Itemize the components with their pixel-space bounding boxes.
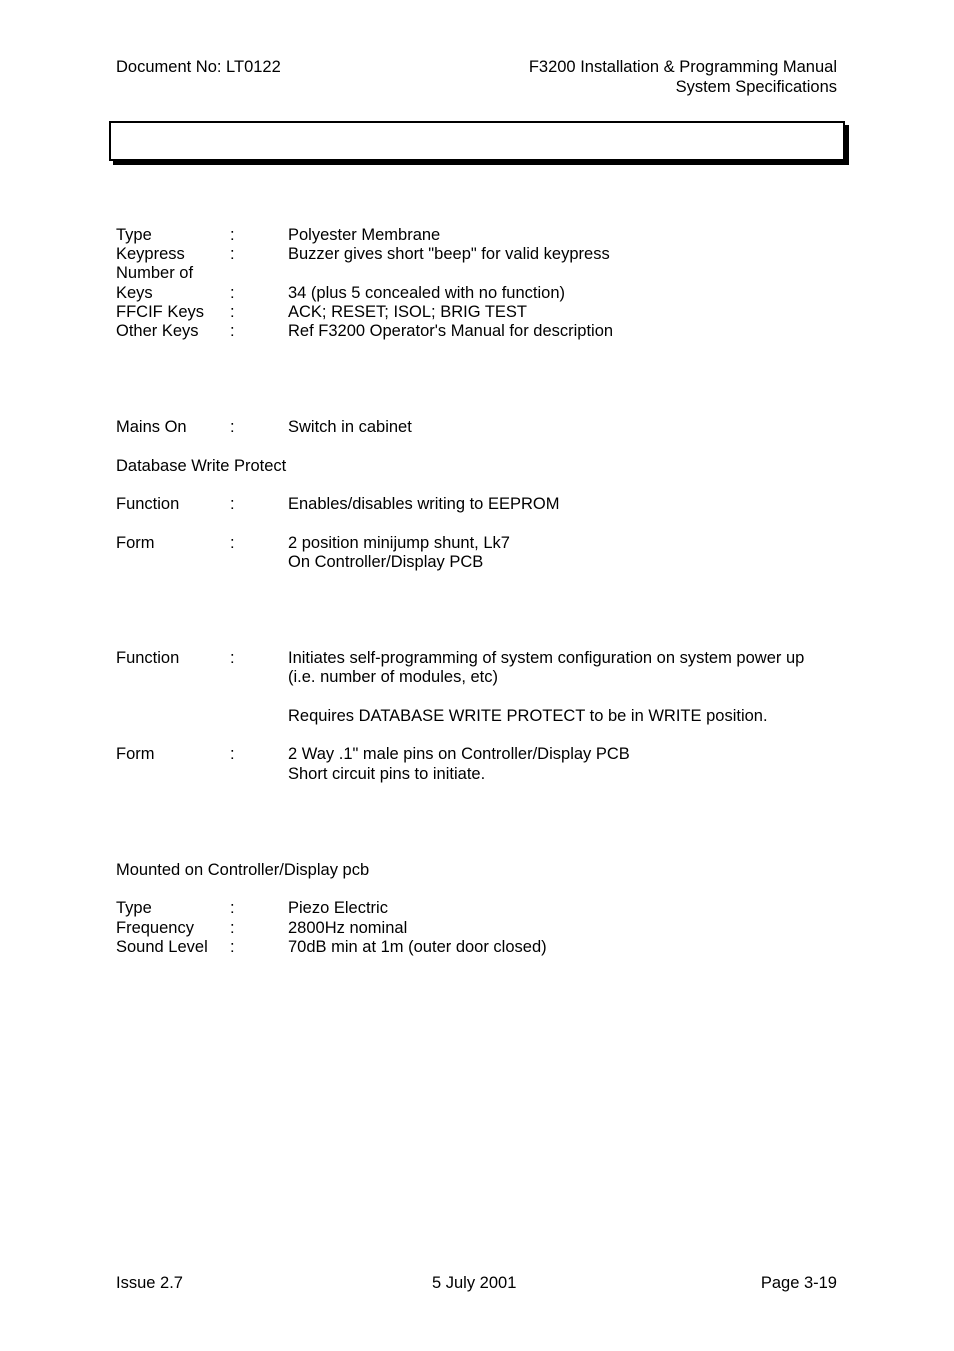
spec-colon: : bbox=[230, 919, 235, 937]
spec-colon: : bbox=[230, 938, 235, 956]
spec-label: Function bbox=[116, 649, 180, 667]
manual-title: F3200 Installation & Programming Manual bbox=[528, 58, 837, 76]
spec-value: ACK; RESET; ISOL; BRIG TEST bbox=[288, 303, 528, 321]
spec-label: Function bbox=[116, 495, 180, 513]
spec-colon: : bbox=[230, 495, 235, 513]
spec-value: On Controller/Display PCB bbox=[288, 553, 484, 571]
spec-colon: : bbox=[230, 649, 235, 667]
section-title: System Specifications bbox=[675, 78, 837, 96]
spec-label: Keys bbox=[116, 284, 153, 302]
spec-label: Form bbox=[116, 534, 155, 552]
spec-value: Ref F3200 Operator's Manual for description bbox=[288, 322, 614, 340]
page-number: Page 3-19 bbox=[760, 1274, 837, 1292]
spec-colon: : bbox=[230, 245, 235, 263]
spec-value: 2800Hz nominal bbox=[288, 919, 408, 937]
spec-colon: : bbox=[230, 284, 235, 302]
spec-value: Enables/disables writing to EEPROM bbox=[288, 495, 560, 513]
spec-colon: : bbox=[230, 418, 235, 436]
spec-label: Form bbox=[116, 745, 155, 763]
spec-colon: : bbox=[230, 226, 235, 244]
spec-label: Frequency bbox=[116, 919, 194, 937]
paragraph: Mounted on Controller/Display pcb bbox=[116, 861, 370, 879]
spec-colon: : bbox=[230, 899, 235, 917]
spec-label: FFCIF Keys bbox=[116, 303, 205, 321]
spec-value: Switch in cabinet bbox=[288, 418, 412, 436]
spec-value: Requires DATABASE WRITE PROTECT to be in WRITE position. bbox=[288, 707, 768, 725]
issue-date: 5 July 2001 bbox=[432, 1274, 517, 1292]
spec-colon: : bbox=[230, 303, 235, 321]
spec-value: Buzzer gives short "beep" for valid keypress bbox=[288, 245, 610, 263]
spec-label: Type bbox=[116, 899, 152, 917]
spec-label: Other Keys bbox=[116, 322, 199, 340]
spec-colon: : bbox=[230, 322, 235, 340]
spec-value: Short circuit pins to initiate. bbox=[288, 765, 486, 783]
spec-label: Keypress bbox=[116, 245, 185, 263]
spec-label: Sound Level bbox=[116, 938, 208, 956]
spec-value: 34 (plus 5 concealed with no function) bbox=[288, 284, 566, 302]
spec-value: Initiates self-programming of system configuration on system power up (i.e. number of modules, etc) bbox=[288, 649, 805, 686]
spec-label: Type bbox=[116, 226, 152, 244]
spec-value: 2 Way .1" male pins on Controller/Display PCB bbox=[288, 745, 630, 763]
section-title-box bbox=[109, 121, 845, 161]
spec-value: Polyester Membrane bbox=[288, 226, 441, 244]
spec-value: 2 position minijump shunt, Lk7 bbox=[288, 534, 510, 552]
spec-value: Piezo Electric bbox=[288, 899, 388, 917]
spec-colon: : bbox=[230, 534, 235, 552]
spec-colon: : bbox=[230, 745, 235, 763]
document-number: Document No: LT0122 bbox=[116, 58, 281, 76]
subheading: Database Write Protect bbox=[116, 457, 287, 475]
spec-value: 70dB min at 1m (outer door closed) bbox=[288, 938, 547, 956]
spec-label: Mains On bbox=[116, 418, 187, 436]
issue-number: Issue 2.7 bbox=[116, 1274, 183, 1292]
spec-label: Number of bbox=[116, 264, 194, 282]
